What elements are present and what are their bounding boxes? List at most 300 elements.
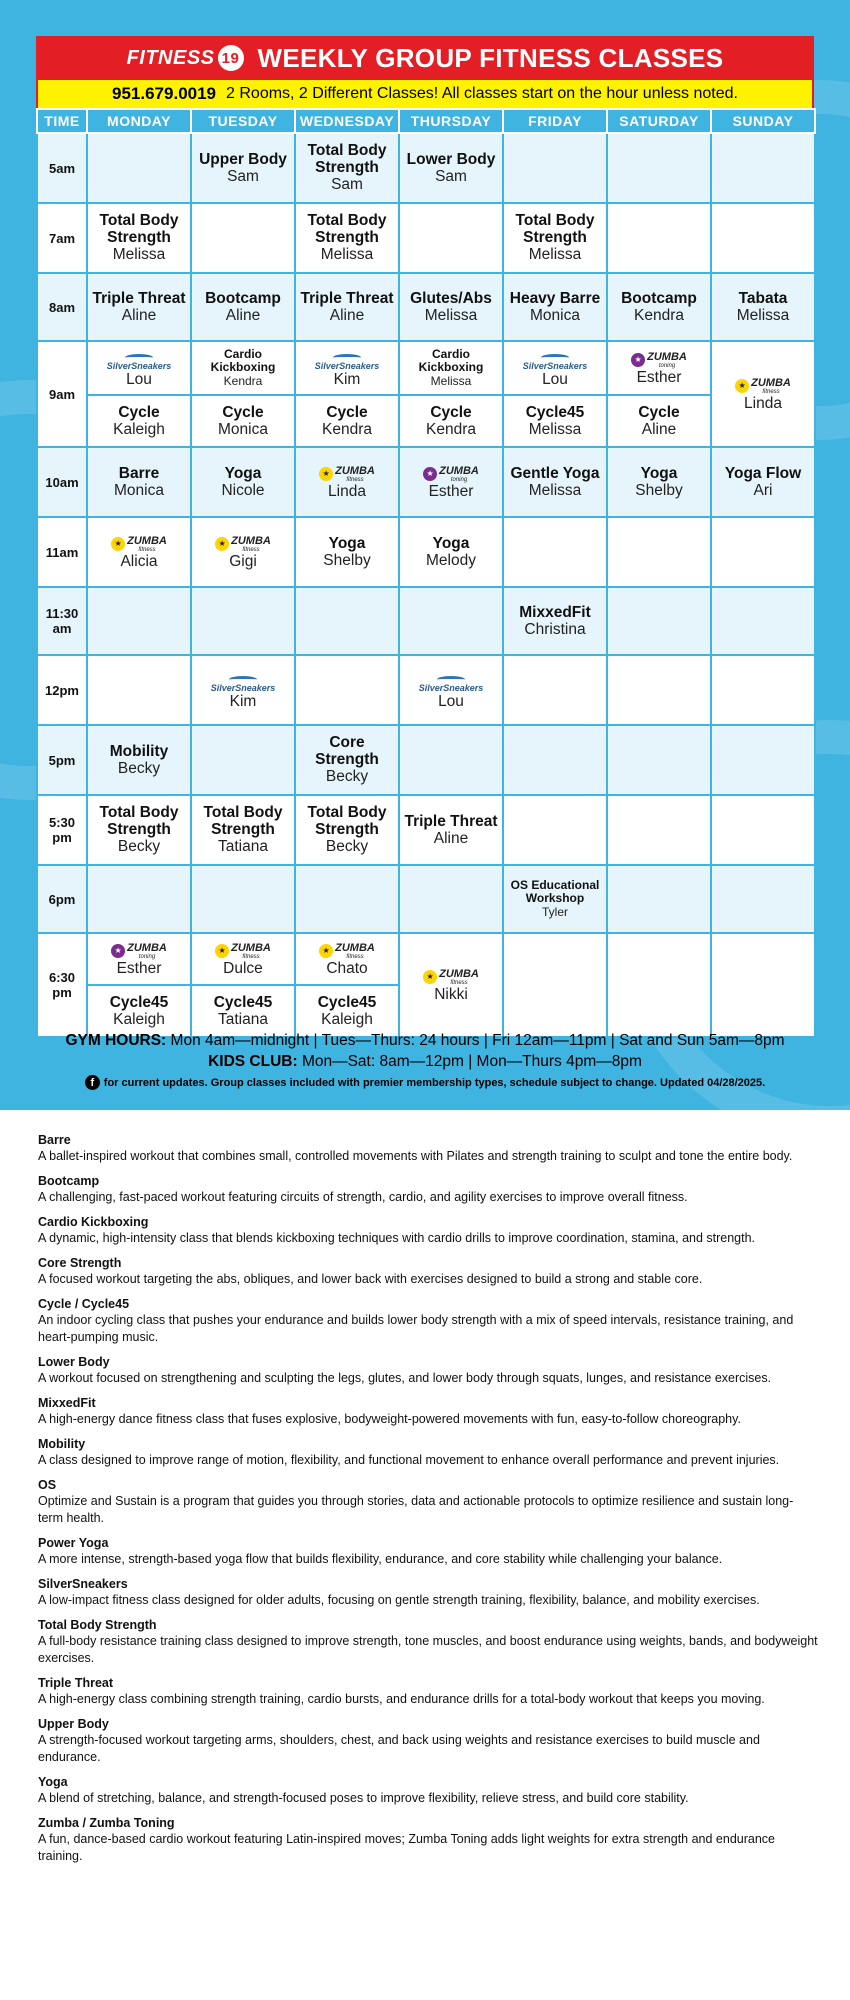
description-item [38,1774,818,1807]
class-name: Lower Body [406,150,496,168]
silversneakers-wave-icon [125,354,153,361]
description-title: MixxedFit [38,1396,96,1410]
zumba-logo [215,942,271,960]
class-name: OS Educational Workshop [510,878,600,905]
zumba-logo-sub: toning [658,362,676,369]
class-cell[interactable] [87,933,191,985]
zumba-logo [423,968,479,986]
class-name: Glutes/Abs [410,289,492,307]
class-cell [295,655,399,725]
class-cell[interactable] [191,395,295,447]
time-slot: 7am [37,203,87,273]
class-cell [607,203,711,273]
class-cell[interactable] [503,395,607,447]
class-cell[interactable] [503,273,607,341]
description-title: Total Body Strength [38,1618,157,1632]
title-banner [36,36,814,80]
instructor-name: Becky [325,838,369,855]
instructor-name: Kaleigh [321,1010,373,1028]
class-cell [607,587,711,655]
instructor-name: Kaleigh [113,1010,165,1028]
description-text: A class designed to improve range of motion, flexibility, and functional movement to enhance overall performance and prevent injuries. [38,1453,780,1467]
silversneakers-logo-text: SilverSneakers [106,360,172,371]
instructor-name: Christina [524,620,586,638]
class-name: Barre [118,464,160,482]
class-cell[interactable] [87,395,191,447]
class-cell[interactable] [295,395,399,447]
zumba-logo-text: ZUMBA [751,376,791,389]
class-cell[interactable] [87,447,191,517]
table-row [37,341,815,395]
instructor-name: Lou [438,692,464,710]
description-title: Yoga [38,1775,68,1789]
instructor-name: Melissa [112,246,166,263]
zumba-figure-icon: ★ [215,944,229,958]
class-cell [711,517,815,587]
class-cell[interactable] [87,725,191,795]
zumba-logo-sub: toning [450,476,468,483]
zumba-figure-icon: ★ [319,467,333,481]
class-cell [711,133,815,203]
class-cell[interactable] [295,341,399,395]
update-note: f for current updates. Group classes included with premier membership types, schedule subject to change. Updated 04/28/2025. [0,1075,850,1090]
class-cell[interactable] [399,273,503,341]
class-name: Yoga [432,534,470,552]
description-item [38,1296,818,1346]
class-cell[interactable] [399,795,503,865]
instructor-name: Melissa [528,420,582,438]
description-text: A workout focused on strengthening and sculpting the legs, glutes, and lower body through squats, lunges, and resistance exercises. [38,1371,772,1385]
hours-footer [0,1030,850,1090]
zumba-figure-icon: ★ [215,537,229,551]
time-slot: 11am [37,517,87,587]
instructor-name: Kim [229,692,257,710]
zumba-logo-text: ZUMBA [647,350,687,363]
info-banner [36,80,814,108]
class-name: Total Body Strength [203,804,283,838]
instructor-name: Becky [325,768,369,785]
class-name: Cardio Kickboxing [210,347,276,374]
class-schedule-table [36,108,816,1038]
instructor-name: Monica [530,306,580,324]
class-cell [503,655,607,725]
phone-number[interactable]: 951.679.0019 [112,84,217,103]
zumba-logo [319,465,375,483]
class-name: Triple Threat [404,812,498,830]
class-name: Triple Threat [92,289,186,307]
class-cell[interactable] [191,933,295,985]
zumba-logo-sub: fitness [762,388,780,395]
class-cell [399,203,503,273]
zumba-logo-text: ZUMBA [231,534,271,547]
description-text: A challenging, fast-paced workout featuring circuits of strength, cardio, and agility exercises to improve overall fitness. [38,1190,688,1204]
instructor-name: Melissa [424,306,478,324]
instructor-name: Lou [126,370,152,388]
class-cell[interactable] [87,203,191,273]
class-name: Total Body Strength [307,212,387,246]
class-name: Yoga Flow [724,464,802,482]
description-title: Barre [38,1133,71,1147]
class-cell[interactable] [399,133,503,203]
table-row [37,795,815,865]
class-cell[interactable] [503,447,607,517]
zumba-toning-logo [631,351,687,369]
class-cell [607,133,711,203]
instructor-name: Kim [333,370,361,388]
class-cell [87,133,191,203]
instructor-name: Aline [433,829,469,847]
description-title: Zumba / Zumba Toning [38,1816,175,1830]
instructor-name: Kendra [223,374,263,388]
class-name: Yoga [224,464,262,482]
class-name: Cycle45 [525,403,585,421]
zumba-toning-logo [111,942,167,960]
silversneakers-logo [211,676,276,693]
class-descriptions [38,1132,818,1873]
table-header-row [37,109,815,133]
class-cell[interactable] [295,517,399,587]
class-cell[interactable] [399,517,503,587]
silversneakers-logo [107,354,172,371]
instructor-name: Chato [326,959,368,977]
class-cell [607,795,711,865]
description-item [38,1173,818,1206]
zumba-logo-sub: fitness [242,953,260,960]
class-name: Total Body Strength [515,212,595,246]
column-header: SUNDAY [711,109,815,133]
class-name: Cycle [222,403,264,421]
class-cell[interactable] [295,447,399,517]
class-name: Yoga [640,464,678,482]
class-cell [503,933,607,1037]
description-title: Bootcamp [38,1174,100,1188]
instructor-name: Esther [116,959,162,977]
class-name: Total Body Strength [99,804,179,838]
description-text: A high-energy class combining strength training, cardio bursts, and endurance drills for a total-body workout that keeps you moving. [38,1692,765,1706]
zumba-logo [735,377,791,395]
class-cell [295,865,399,933]
zumba-logo [215,535,271,553]
class-cell [607,933,711,1037]
class-name: MixxedFit [519,603,591,621]
table-row [37,655,815,725]
class-cell [503,133,607,203]
description-item [38,1354,818,1387]
instructor-name: Sam [331,176,363,193]
class-cell [191,203,295,273]
class-cell[interactable] [87,273,191,341]
class-cell [399,865,503,933]
table-row [37,587,815,655]
zumba-figure-icon: ★ [423,970,437,984]
class-cell[interactable] [191,341,295,395]
table-row [37,273,815,341]
instructor-name: Melissa [320,246,374,263]
silversneakers-logo [419,676,484,693]
class-cell[interactable] [503,865,607,933]
facebook-icon[interactable]: f [85,1075,100,1090]
description-title: Power Yoga [38,1536,109,1550]
description-title: SilverSneakers [38,1577,128,1591]
instructor-name: Becky [117,838,161,855]
zumba-logo-sub: fitness [138,546,156,553]
class-name: Total Body Strength [307,142,387,176]
class-cell[interactable] [399,933,503,1037]
silversneakers-logo [315,354,380,371]
time-slot: 10am [37,447,87,517]
class-name: Cycle45 [109,993,169,1011]
zumba-logo-text: ZUMBA [231,941,271,954]
table-row [37,395,815,447]
class-cell [607,655,711,725]
description-text: A high-energy dance fitness class that fuses explosive, bodyweight-powered movements with fun, easy-to-follow choreography. [38,1412,741,1426]
description-text: A more intense, strength-based yoga flow that builds flexibility, endurance, and core stability while challenging your balance. [38,1552,723,1566]
class-cell[interactable] [503,587,607,655]
instructor-name: Alicia [120,552,158,570]
zumba-logo-text: ZUMBA [127,534,167,547]
class-cell [503,795,607,865]
instructor-name: Monica [218,420,268,438]
description-item [38,1477,818,1527]
class-cell [87,655,191,725]
class-name: Gentle Yoga [510,464,600,482]
zumba-figure-icon: ★ [631,353,645,367]
class-name: Mobility [109,742,169,760]
instructor-name: Melissa [736,306,790,324]
zumba-logo [319,942,375,960]
class-cell[interactable] [87,795,191,865]
class-cell[interactable] [399,655,503,725]
description-item [38,1716,818,1766]
class-cell[interactable] [87,517,191,587]
instructor-name: Sam [435,167,467,185]
instructor-name: Sam [227,167,259,185]
class-cell [87,587,191,655]
class-name: Core Strength [315,734,379,768]
zumba-logo-text: ZUMBA [439,464,479,477]
class-cell [711,865,815,933]
description-item [38,1535,818,1568]
description-title: Core Strength [38,1256,122,1270]
instructor-name: Aline [641,420,677,438]
instructor-name: Monica [114,481,164,499]
class-cell[interactable] [295,203,399,273]
class-name: Triple Threat [300,289,394,307]
class-name: Cardio Kickboxing [418,347,484,374]
silversneakers-logo-text: SilverSneakers [210,682,276,693]
class-name: Cycle [430,403,472,421]
class-name: Bootcamp [621,289,697,307]
class-cell[interactable] [711,447,815,517]
class-cell [191,865,295,933]
zumba-logo-sub: fitness [450,979,468,986]
class-cell[interactable] [295,933,399,985]
instructor-name: Becky [117,759,161,777]
class-cell[interactable] [295,795,399,865]
description-text: A dynamic, high-intensity class that blends kickboxing techniques with cardio drills to improve coordination, stamina, and strength. [38,1231,756,1245]
class-cell[interactable] [503,203,607,273]
description-text: A fun, dance-based cardio workout featuring Latin-inspired moves; Zumba Toning adds light weights for extra strength and endurance training. [38,1832,776,1863]
description-item [38,1255,818,1288]
silversneakers-wave-icon [229,676,257,683]
description-text: A blend of stretching, balance, and strength-focused poses to improve flexibility, relieve stress, and build core stability. [38,1791,689,1805]
gym-hours: GYM HOURS: Mon 4am—midnight | Tues—Thurs: 24 hours | Fri 12am—11pm | Sat and Sun 5am—8pm [65,1032,785,1049]
description-title: OS [38,1478,57,1492]
instructor-name: Tatiana [218,1010,268,1028]
instructor-name: Aline [225,306,261,324]
table-row [37,447,815,517]
instructor-name: Tyler [541,905,568,919]
class-name: Cycle45 [213,993,273,1011]
class-cell [711,587,815,655]
description-title: Upper Body [38,1717,109,1731]
column-header: THURSDAY [399,109,503,133]
class-cell[interactable] [607,395,711,447]
description-item [38,1675,818,1708]
zumba-figure-icon: ★ [111,944,125,958]
page-title: WEEKLY GROUP FITNESS CLASSES [257,42,724,73]
description-text: A low-impact fitness class designed for older adults, focusing on gentle strength training, flexibility, balance, and mobility exercises. [38,1593,760,1607]
description-item [38,1395,818,1428]
silversneakers-logo-text: SilverSneakers [314,360,380,371]
table-row [37,725,815,795]
class-cell [607,725,711,795]
class-cell[interactable] [191,273,295,341]
class-cell[interactable] [87,341,191,395]
time-slot: 12pm [37,655,87,725]
instructor-name: Esther [428,482,474,500]
class-cell [399,587,503,655]
description-text: Optimize and Sustain is a program that guides you through stories, data and actionable protocols to optimize resilience and sustain long-term health. [38,1494,794,1525]
class-cell[interactable] [399,447,503,517]
table-row [37,517,815,587]
instructor-name: Aline [329,306,365,324]
instructor-name: Nicole [221,481,265,499]
class-cell[interactable] [399,395,503,447]
description-text: A ballet-inspired workout that combines small, controlled movements with Pilates and strength training to sculpt and tone the entire body. [38,1149,793,1163]
zumba-toning-logo [423,465,479,483]
class-name: Heavy Barre [509,289,601,307]
instructor-name: Gigi [229,552,257,570]
class-name: Upper Body [199,150,287,168]
class-cell[interactable] [503,341,607,395]
table-row [37,203,815,273]
description-item [38,1617,818,1667]
class-cell[interactable] [711,273,815,341]
tagline: 2 Rooms, 2 Different Classes! All classes start on the hour unless noted. [226,85,738,102]
time-slot: 5pm [37,725,87,795]
instructor-name: Esther [636,368,682,386]
class-cell [503,517,607,587]
description-title: Lower Body [38,1355,110,1369]
instructor-name: Melissa [430,374,472,388]
class-cell[interactable] [607,341,711,395]
instructor-name: Kaleigh [113,420,165,438]
time-slot: 5:30 pm [37,795,87,865]
class-cell[interactable] [295,273,399,341]
description-title: Cardio Kickboxing [38,1215,149,1229]
zumba-figure-icon: ★ [735,379,749,393]
zumba-figure-icon: ★ [319,944,333,958]
class-cell[interactable] [191,133,295,203]
description-item [38,1576,818,1609]
instructor-name: Kendra [634,306,684,324]
description-text: A focused workout targeting the abs, obliques, and lower back with exercises designed to build a strong and stable core. [38,1272,703,1286]
silversneakers-logo [523,354,588,371]
class-cell[interactable] [607,447,711,517]
column-header: TIME [37,109,87,133]
class-cell [503,725,607,795]
class-cell [711,203,815,273]
class-name: Cycle [326,403,368,421]
description-item [38,1214,818,1247]
class-cell[interactable] [399,341,503,395]
table-body [37,133,815,1037]
time-slot: 8am [37,273,87,341]
instructor-name: Kendra [322,420,372,438]
class-cell [191,725,295,795]
class-cell[interactable] [191,447,295,517]
class-cell [607,865,711,933]
column-header: WEDNESDAY [295,109,399,133]
class-cell[interactable] [191,517,295,587]
class-cell[interactable] [191,795,295,865]
class-name: Tabata [738,289,788,307]
instructor-name: Melissa [528,246,582,263]
class-cell[interactable] [295,133,399,203]
class-name: Cycle [638,403,680,421]
kids-club-hours: KIDS CLUB: Mon—Sat: 8am—12pm | Mon—Thurs 4pm—8pm [208,1053,642,1070]
instructor-name: Kendra [426,420,476,438]
instructor-name: Nikki [434,985,468,1003]
description-text: An indoor cycling class that pushes your endurance and builds lower body strength with a mix of speed intervals, resistance training, and heart-pumping music. [38,1313,794,1344]
zumba-figure-icon: ★ [111,537,125,551]
class-cell[interactable] [711,341,815,447]
class-cell[interactable] [191,655,295,725]
instructor-name: Ari [753,481,773,499]
description-item [38,1132,818,1165]
description-title: Mobility [38,1437,86,1451]
time-slot: 6pm [37,865,87,933]
schedule-frame [36,36,814,1038]
class-cell[interactable] [295,725,399,795]
description-text: A full-body resistance training class designed to improve strength, tone muscles, and boost endurance using weights, bands, and bodyweight exercises. [38,1634,818,1665]
class-cell [711,725,815,795]
silversneakers-wave-icon [333,354,361,361]
class-name: Yoga [328,534,366,552]
instructor-name: Shelby [323,551,371,569]
class-cell [711,655,815,725]
silversneakers-logo-text: SilverSneakers [522,360,588,371]
instructor-name: Tatiana [218,838,268,855]
class-cell [295,587,399,655]
class-cell[interactable] [607,273,711,341]
zumba-logo-sub: fitness [346,476,364,483]
zumba-logo-text: ZUMBA [439,967,479,980]
instructor-name: Aline [121,306,157,324]
class-cell [87,865,191,933]
description-title: Triple Threat [38,1676,114,1690]
zumba-logo-sub: fitness [346,953,364,960]
zumba-logo-sub: fitness [242,546,260,553]
class-cell [399,725,503,795]
instructor-name: Linda [744,394,782,412]
instructor-name: Melody [426,551,476,569]
time-slot: 11:30 am [37,587,87,655]
description-title: Cycle / Cycle45 [38,1297,130,1311]
class-cell [191,587,295,655]
column-header: TUESDAY [191,109,295,133]
